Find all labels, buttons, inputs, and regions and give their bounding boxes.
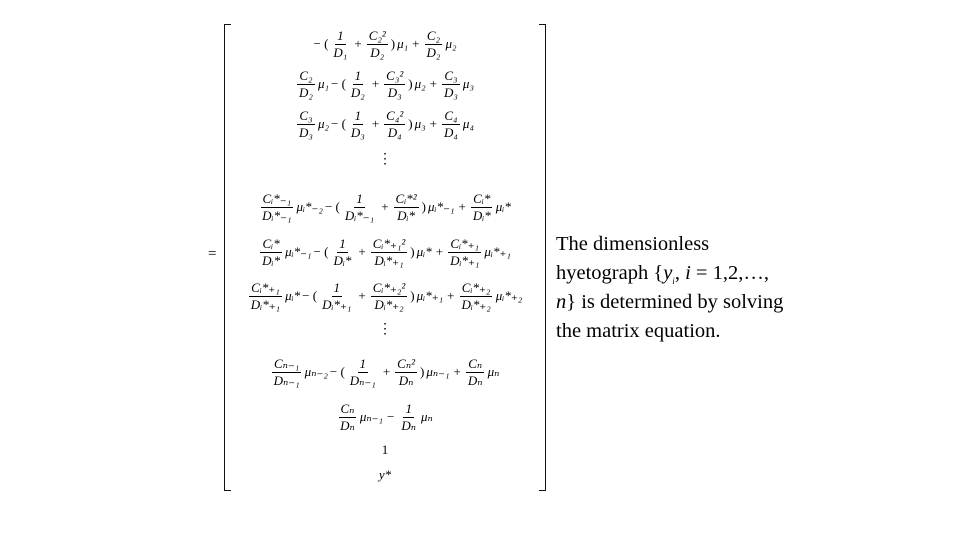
- math-text: − (: [329, 364, 345, 379]
- fraction-denominator: D₄: [444, 124, 458, 140]
- matrix-right-bracket: [539, 24, 546, 491]
- math-operator: +: [354, 36, 362, 51]
- fraction-denominator: Dᵢ*₊₂: [374, 296, 404, 312]
- row-expression: [247, 281, 523, 312]
- math-symbol: μ₂: [445, 36, 457, 51]
- fraction: [471, 192, 493, 223]
- fraction-denominator: D₃: [350, 124, 365, 140]
- fraction-numerator: C₃: [299, 107, 313, 123]
- matrix-row: [232, 187, 538, 227]
- math-operator: +: [447, 288, 455, 303]
- matrix-row: [232, 318, 538, 340]
- fraction: [395, 357, 417, 388]
- fraction: [260, 192, 293, 223]
- math-symbol: μᵢ*: [285, 288, 301, 303]
- matrix-row: [232, 437, 538, 463]
- fraction-numerator: Cᵢ*₊₂²: [372, 279, 406, 295]
- math-symbol: μᵢ*₊₁: [416, 288, 444, 303]
- math-symbol: μₙ₋₂: [304, 364, 328, 379]
- math-operator: +: [358, 288, 366, 303]
- fraction: [384, 69, 405, 100]
- math-symbol: μₙ₋₁: [359, 409, 384, 424]
- fraction-denominator: Dₙ₋₁: [349, 372, 376, 388]
- math-symbol: μᵢ*₋₂: [296, 199, 323, 214]
- fraction-numerator: 1: [333, 279, 340, 295]
- caption-var-n: n: [556, 291, 567, 313]
- matrix-row: [232, 232, 538, 272]
- fraction: [371, 281, 408, 312]
- math-operator: +: [429, 76, 437, 91]
- math-operator: +: [412, 36, 420, 51]
- math-symbol: μₙ: [487, 364, 500, 379]
- fraction: [249, 281, 282, 312]
- fraction: [425, 29, 443, 60]
- row-expression: [336, 402, 434, 433]
- math-text: ): [408, 116, 413, 131]
- math-symbol: μ₁: [397, 36, 409, 51]
- fraction: [297, 69, 315, 100]
- fraction-denominator: Dᵢ*: [397, 207, 416, 223]
- fraction: [367, 29, 388, 60]
- fraction-denominator: D₂: [426, 44, 441, 60]
- fraction-numerator: Cᵢ*²: [395, 190, 417, 206]
- fraction-numerator: Cₙ: [468, 355, 483, 371]
- math-operator: −: [387, 409, 395, 424]
- fraction-numerator: Cₙ²: [397, 355, 416, 371]
- row-expression: [313, 29, 458, 60]
- caption-var-y: y: [663, 262, 673, 284]
- math-text: − (: [302, 288, 318, 303]
- fraction-numerator: 1: [359, 355, 367, 371]
- math-symbol: μᵢ*: [416, 244, 432, 259]
- caption-text: [556, 230, 846, 346]
- math-symbol: μ₃: [414, 116, 426, 131]
- math-operator: +: [453, 364, 461, 379]
- fraction: [320, 281, 353, 312]
- fraction-numerator: Cᵢ*₋₁: [262, 190, 292, 206]
- fraction-numerator: Cᵢ*: [262, 235, 280, 251]
- fraction-denominator: Dᵢ*₊₂: [461, 296, 491, 312]
- math-symbol: μ₂: [414, 76, 426, 91]
- fraction-numerator: C₃: [444, 67, 458, 83]
- fraction: [331, 29, 349, 60]
- fraction-denominator: Dᵢ*₊₁: [374, 252, 404, 268]
- caption-text-run: ,: [674, 262, 686, 284]
- math-text: ): [408, 76, 413, 91]
- fraction: [272, 357, 302, 388]
- fraction-denominator: D₂: [299, 84, 313, 100]
- math-symbol: μᵢ*₊₁: [484, 244, 511, 259]
- math-text: − (: [324, 199, 340, 214]
- fraction-denominator: Dᵢ*₋₁: [262, 207, 292, 223]
- math-operator: +: [358, 244, 366, 259]
- math-symbol: μ₄: [462, 116, 474, 131]
- fraction-numerator: 1: [339, 235, 346, 251]
- fraction-numerator: Cᵢ*₊₁²: [372, 235, 406, 251]
- fraction-numerator: Cᵢ*₊₁: [450, 235, 480, 251]
- fraction-denominator: D₃: [387, 84, 402, 100]
- math-text: ): [410, 288, 415, 303]
- math-symbol: μᵢ*₋₁: [285, 244, 312, 259]
- fraction-denominator: D₃: [444, 84, 458, 100]
- caption-var-sub-i: i: [672, 276, 675, 287]
- math-operator: +: [429, 116, 437, 131]
- math-text: − (: [313, 36, 329, 51]
- fraction: [394, 192, 419, 223]
- fraction: [348, 357, 378, 388]
- fraction-numerator: 1: [405, 400, 412, 416]
- math-operator: +: [435, 244, 444, 259]
- fraction-denominator: Dₙ: [398, 372, 414, 388]
- caption-line-3: [556, 288, 846, 317]
- fraction-numerator: C₄: [444, 107, 458, 123]
- fraction-denominator: D₃: [299, 124, 313, 140]
- fraction-denominator: Dₙ: [340, 417, 355, 433]
- math-symbol: μᵢ*₋₁: [428, 199, 455, 214]
- matrix-row: [232, 352, 538, 392]
- math-text: 1: [381, 442, 389, 457]
- fraction-numerator: C₂: [299, 67, 313, 83]
- fraction-denominator: Dᵢ*₋₁: [344, 207, 375, 223]
- fraction-numerator: Cᵢ*: [473, 190, 491, 206]
- math-text: ): [410, 244, 415, 259]
- math-operator: +: [458, 199, 466, 214]
- fraction-numerator: 1: [356, 190, 363, 206]
- fraction-denominator: Dₙ₋₁: [273, 372, 300, 388]
- row-expression: [258, 192, 512, 223]
- equals-sign: =: [208, 246, 217, 262]
- fraction-numerator: Cₙ: [340, 400, 355, 416]
- fraction-numerator: 1: [337, 27, 344, 43]
- math-text: ): [420, 364, 425, 379]
- fraction-denominator: Dₙ: [467, 372, 483, 388]
- caption-text-run: hyetograph {: [556, 262, 664, 284]
- fraction: [343, 192, 376, 223]
- caption-line-1: The dimensionless: [556, 233, 710, 255]
- matrix-row: [232, 276, 538, 316]
- math-symbol: μᵢ*: [495, 199, 511, 214]
- fraction-numerator: Cᵢ*₊₁: [251, 279, 280, 295]
- fraction-denominator: Dᵢ*₊₁: [450, 252, 480, 268]
- fraction: [297, 109, 315, 140]
- row-expression: [258, 237, 512, 268]
- math-text: − (: [313, 244, 329, 259]
- fraction: [384, 109, 405, 140]
- math-symbol: μₙ₋₁: [426, 364, 450, 379]
- row-expression: [295, 109, 475, 140]
- fraction-denominator: Dᵢ*: [472, 207, 491, 223]
- fraction-numerator: C₄²: [386, 107, 404, 123]
- fraction-numerator: C₂²: [368, 27, 386, 43]
- matrix-row: [232, 104, 538, 144]
- math-text: − (: [330, 116, 346, 131]
- fraction-denominator: Dᵢ*: [333, 252, 352, 268]
- row-expression: [270, 357, 501, 388]
- math-text: ): [390, 36, 396, 51]
- matrix-row: [232, 462, 538, 488]
- fraction: [331, 237, 353, 268]
- fraction-denominator: D₂: [370, 44, 385, 60]
- fraction: [338, 402, 357, 433]
- matrix-left-bracket: [224, 24, 231, 491]
- caption-var-i: i: [685, 262, 691, 284]
- fraction: [442, 109, 460, 140]
- row-expression: [378, 467, 392, 483]
- fraction-numerator: C₃²: [386, 67, 404, 83]
- vertical-ellipsis: ⋮: [378, 151, 392, 167]
- math-symbol: μ₃: [462, 76, 474, 91]
- fraction-numerator: 1: [354, 67, 362, 83]
- fraction-denominator: Dᵢ*: [262, 252, 281, 268]
- math-operator: +: [381, 199, 389, 214]
- fraction-numerator: C₂: [426, 27, 441, 43]
- row-expression: [381, 442, 390, 458]
- caption-text-run: } is determined by solving: [566, 291, 784, 313]
- math-symbol: μ₂: [317, 116, 329, 131]
- fraction: [459, 281, 492, 312]
- math-operator: +: [371, 116, 380, 131]
- fraction-denominator: D₁: [333, 44, 348, 60]
- fraction-numerator: 1: [354, 107, 362, 123]
- fraction: [442, 69, 460, 100]
- fraction-numerator: Cᵢ*₊₂: [461, 279, 491, 295]
- fraction: [371, 237, 408, 268]
- row-expression: [295, 69, 475, 100]
- math-symbol: μₙ: [421, 409, 433, 424]
- math-operator: +: [371, 76, 380, 91]
- math-text: − (: [330, 76, 346, 91]
- fraction-denominator: D₂: [350, 84, 365, 100]
- math-symbol: μᵢ*₊₂: [495, 288, 523, 303]
- matrix-row: [232, 24, 538, 64]
- fraction-numerator: Cₙ₋₁: [273, 355, 300, 371]
- matrix-row: [232, 397, 538, 437]
- fraction: [349, 109, 367, 140]
- fraction: [448, 237, 481, 268]
- math-text: ): [421, 199, 426, 214]
- fraction-denominator: Dₙ: [401, 417, 417, 433]
- caption-line-4: the matrix equation.: [556, 320, 721, 342]
- fraction-denominator: Dᵢ*₊₁: [322, 296, 352, 312]
- matrix-row: [232, 64, 538, 104]
- fraction-denominator: D₄: [387, 124, 402, 140]
- fraction: [349, 69, 367, 100]
- caption-text-run: = 1,2,…,: [690, 262, 769, 284]
- fraction: [466, 357, 485, 388]
- math-symbol: y*: [378, 467, 392, 482]
- math-operator: +: [382, 364, 391, 379]
- fraction-denominator: Dᵢ*₊₁: [250, 296, 281, 312]
- math-symbol: μ₁: [317, 76, 329, 91]
- caption-line-2: [556, 259, 846, 288]
- vertical-ellipsis: ⋮: [378, 321, 392, 337]
- fraction: [399, 402, 418, 433]
- matrix-row: [232, 148, 538, 170]
- fraction: [260, 237, 282, 268]
